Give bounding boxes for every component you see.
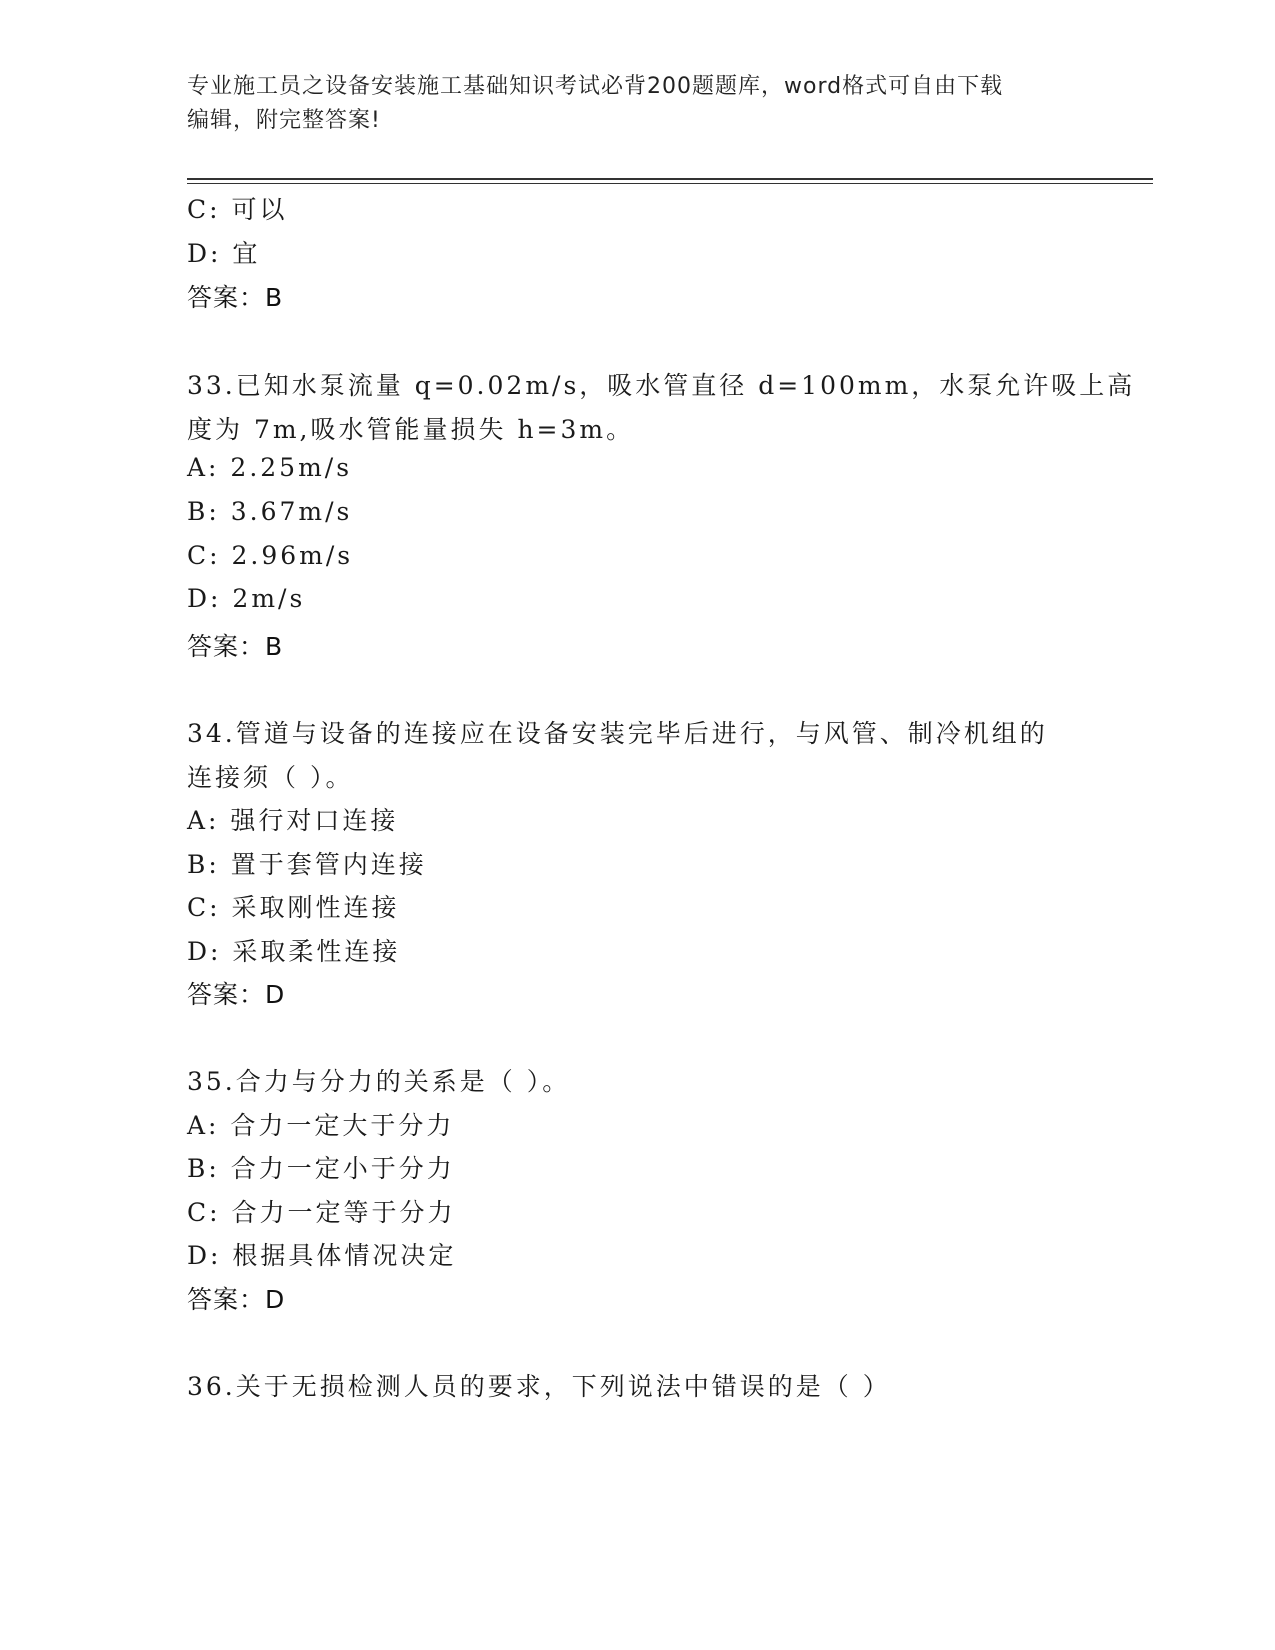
q33-option-d: D: 2m/s [187, 584, 306, 613]
q33-stem-line-2: 度为 7m,吸水管能量损失 h=3m。 [187, 415, 635, 444]
q34-option-a: A: 强行对口连接 [187, 806, 399, 835]
q33-stem-line-1: 33.已知水泵流量 q=0.02m/s，吸水管直径 d=100mm，水泵允许吸上高 [187, 371, 1136, 400]
q33-option-b: B: 3.67m/s [187, 497, 353, 526]
q35-answer: 答案：D [187, 1285, 286, 1314]
header-title-line-2: 编辑，附完整答案! [187, 108, 381, 133]
q33-option-c: C: 2.96m/s [187, 541, 354, 570]
q36-stem-line-1: 36.关于无损检测人员的要求，下列说法中错误的是（ ） [187, 1372, 891, 1401]
q34-stem-line-2: 连接须（ ）。 [187, 763, 354, 792]
q35-option-c: C: 合力一定等于分力 [187, 1198, 456, 1227]
document-header [187, 70, 1087, 138]
prev-answer: 答案：B [187, 283, 284, 312]
q35-option-b: B: 合力一定小于分力 [187, 1154, 455, 1183]
header-divider-thick [187, 178, 1153, 180]
header-title-line-1: 专业施工员之设备安装施工基础知识考试必背200题题库，word格式可自由下载 [187, 74, 1004, 99]
q35-option-d: D: 根据具体情况决定 [187, 1241, 457, 1270]
q34-option-c: C: 采取刚性连接 [187, 893, 400, 922]
q35-option-a: A: 合力一定大于分力 [187, 1111, 455, 1140]
header-divider-thin [187, 183, 1153, 184]
q34-option-b: B: 置于套管内连接 [187, 850, 427, 879]
q34-option-d: D: 采取柔性连接 [187, 937, 401, 966]
q34-answer: 答案：D [187, 980, 286, 1009]
q35-stem-line-1: 35.合力与分力的关系是（ ）。 [187, 1067, 571, 1096]
prev-option-d: D: 宜 [187, 239, 261, 268]
prev-option-c: C: 可以 [187, 195, 288, 224]
q33-option-a: A: 2.25m/s [187, 453, 353, 482]
q34-stem-line-1: 34.管道与设备的连接应在设备安装完毕后进行，与风管、制冷机组的 [187, 719, 1048, 748]
q33-answer: 答案：B [187, 632, 284, 661]
